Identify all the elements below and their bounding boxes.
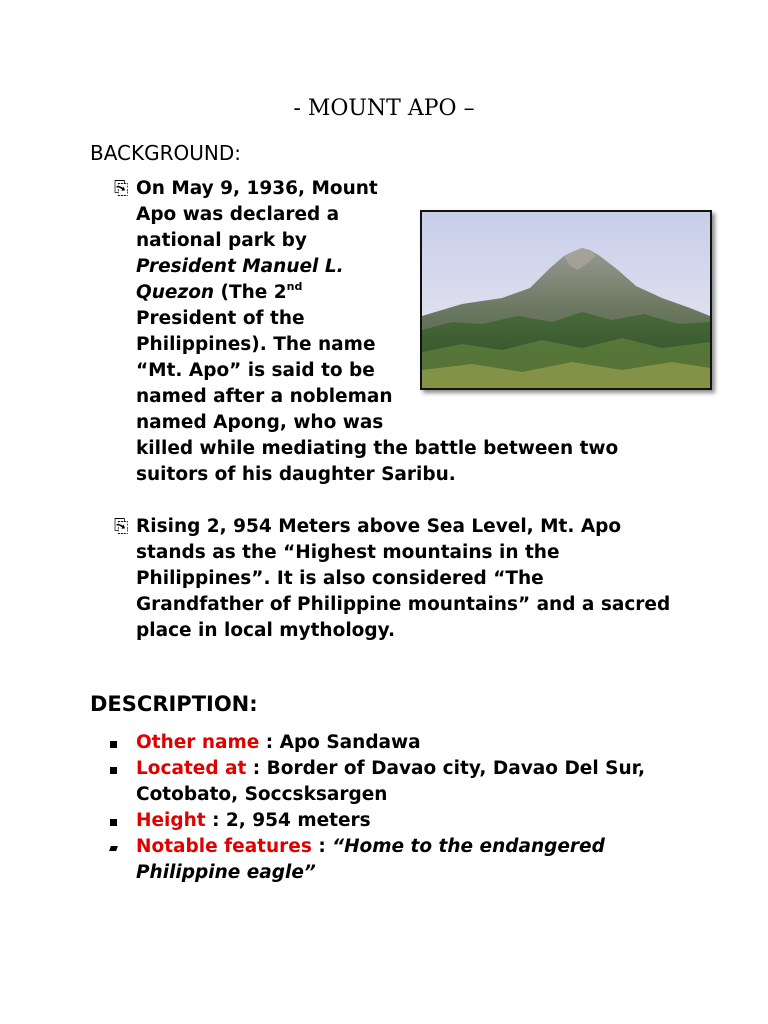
- page-title: - MOUNT APO –: [293, 96, 475, 121]
- item-separator: :: [246, 758, 267, 779]
- square-bullet-icon: [109, 846, 118, 851]
- item-value: “Home to the endangered Philippine eagle”: [136, 836, 605, 883]
- item-value: Apo Sandawa: [279, 732, 421, 753]
- item-separator: :: [311, 836, 333, 857]
- item-label: Notable features: [136, 836, 312, 857]
- background-paragraph-1: [136, 176, 656, 488]
- ordinal-superscript: nd: [286, 280, 303, 293]
- paragraph-1-text-a: On May 9, 1936, Mount Apo was declared a national park by: [136, 178, 378, 251]
- square-bullet-icon: [110, 741, 117, 748]
- bullet-icon: ⎘: [114, 178, 127, 199]
- list-item: [110, 808, 670, 834]
- bullet-icon: ⎘: [114, 516, 127, 537]
- item-label: Located at: [136, 758, 247, 779]
- description-heading: DESCRIPTION:: [90, 692, 258, 716]
- background-heading: BACKGROUND:: [90, 141, 242, 165]
- item-label: Other name: [136, 732, 260, 753]
- paragraph-1-text-b: (The 2: [214, 282, 287, 303]
- description-list: [110, 730, 670, 886]
- background-paragraph-2: Rising 2, 954 Meters above Sea Level, Mt. Apo stands as the “Highest mountains in the Philippines”. It is also considered “The Grandfather of Philippine mountains” and a sacred place in local mythology.: [136, 516, 671, 641]
- list-item: [110, 834, 670, 886]
- item-label: Height: [136, 810, 206, 831]
- item-separator: :: [205, 810, 226, 831]
- square-bullet-icon: [110, 819, 117, 826]
- item-value: 2, 954 meters: [225, 810, 371, 831]
- mountain-photo-image: [422, 212, 710, 388]
- item-value: Border of Davao city, Davao Del Sur, Cotobato, Soccsksargen: [136, 758, 646, 805]
- president-name: President Manuel L. Quezon: [136, 256, 344, 303]
- paragraph-1-text-c: President of the Philippines). The name “Mt. Apo” is said to be named after a nobleman named Apong, who was killed while mediating the battle between two suitors of his daughter Saribu.: [136, 308, 619, 485]
- item-separator: :: [259, 732, 280, 753]
- square-bullet-icon: [110, 767, 117, 774]
- mount-apo-photo: [420, 210, 712, 390]
- list-item: [110, 756, 670, 808]
- list-item: [110, 730, 670, 756]
